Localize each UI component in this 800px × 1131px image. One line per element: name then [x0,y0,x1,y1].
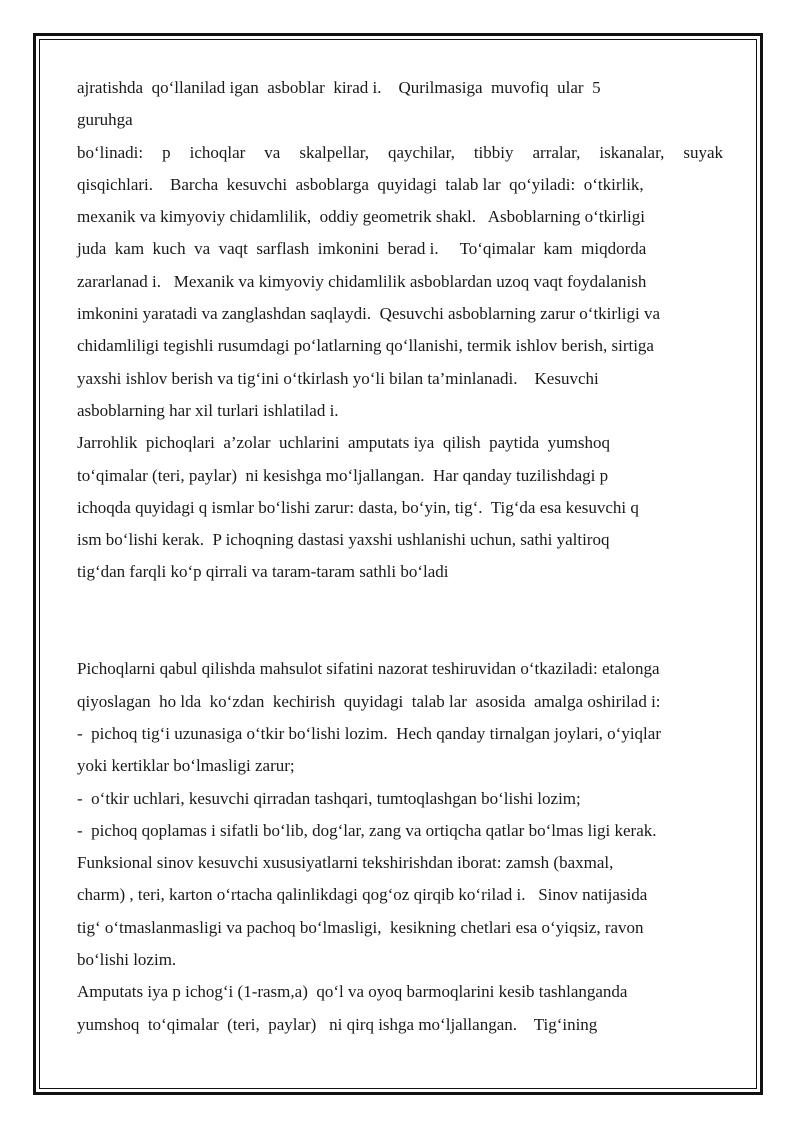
paragraph-block-2 [77,653,723,1041]
text-line: Amputats iya p ichog‘i (1-rasm,a) qo‘l va oyoq barmoqlarini kesib tashlanganda [77,982,628,1002]
text-line: charm) , teri, karton o‘rtacha qalinlikdagi qog‘oz qirqib ko‘rilad i. Sinov natijasida [77,885,648,905]
text-line: Funksional sinov kesuvchi xususiyatlarni tekshirishdan iborat: zamsh (baxmal, [77,853,614,873]
text-line: Jarrohlik pichoqlari a’zolar uchlarini amputats iya qilish paytida yumshoq [77,433,611,453]
text-line: tig‘ o‘tmaslanmasligi va pachoq bo‘lmasligi, kesikning chetlari esa o‘yiqsiz, ravon [77,917,644,937]
document-body [77,72,723,1041]
text-line: juda kam kuch va vaqt sarflash imkonini berad i. To‘qimalar kam miqdorda [77,239,647,259]
text-line: bo‘lishi lozim. [77,950,177,970]
paragraph-spacer [77,589,723,654]
text-line: ichoqda quyidagi q ismlar bo‘lishi zarur: dasta, bo‘yin, tig‘. Tig‘da esa kesuvchi q [77,497,639,517]
text-line: - o‘tkir uchlari, kesuvchi qirradan tashqari, tumtoqlashgan bo‘lishi lozim; [77,788,581,808]
text-line: Pichoqlarni qabul qilishda mahsulot sifatini nazorat teshiruvidan o‘tkaziladi: etalonga [77,659,660,679]
text-line: zararlanad i. Mexanik va kimyoviy chidamlilik asboblardan uzoq vaqt foydalanish [77,271,647,291]
text-line: ajratishda qo‘llanilad igan asboblar kirad i. Qurilmasiga muvofiq ular 5 [77,78,601,97]
text-line: asboblarning har xil turlari ishlatilad i. [77,400,339,420]
paragraph-block-1 [77,72,723,589]
text-line: imkonini yaratadi va zanglashdan saqlaydi. Qesuvchi asboblarning zarur o‘tkirligi va [77,304,661,324]
text-line: bo‘linadi: p ichoqlar va skalpellar, qaychilar, tibbiy arralar, iskanalar, suyak [77,142,723,162]
text-line: ism bo‘lishi kerak. P ichoqning dastasi yaxshi ushlanishi uchun, sathi yaltiroq [77,530,610,550]
text-line: mexanik va kimyoviy chidamlilik, oddiy geometrik shakl. Asboblarning o‘tkirligi [77,207,646,227]
text-line: qisqichlari. Barcha kesuvchi asboblarga quyidagi talab lar qo‘yiladi: o‘tkirlik, [77,174,644,194]
text-line: yumshoq to‘qimalar (teri, paylar) ni qirq ishga mo‘ljallangan. Tig‘ining [77,1014,598,1034]
text-line: tig‘dan farqli ko‘p qirrali va taram-taram sathli bo‘ladi [77,562,449,582]
text-line: guruhga [77,110,133,130]
text-line: yaxshi ishlov berish va tig‘ini o‘tkirlash yo‘li bilan ta’minlanadi. Kesuvchi [77,368,599,388]
text-line: - pichoq qoplamas i sifatli bo‘lib, dog‘lar, zang va ortiqcha qatlar bo‘lmas ligi kerak. [77,820,657,840]
text-line: to‘qimalar (teri, paylar) ni kesishga mo‘ljallangan. Har qanday tuzilishdagi p [77,465,609,485]
text-line: yoki kertiklar bo‘lmasligi zarur; [77,756,295,776]
text-line: - pichoq tig‘i uzunasiga o‘tkir bo‘lishi lozim. Hech qanday tirnalgan joylari, o‘yiqlar [77,723,661,743]
text-line: qiyoslagan ho lda ko‘zdan kechirish quyidagi talab lar asosida amalga oshirilad i: [77,691,661,711]
text-line: chidamliligi tegishli rusumdagi po‘latlarning qo‘llanishi, termik ishlov berish, sirtiga [77,336,654,356]
